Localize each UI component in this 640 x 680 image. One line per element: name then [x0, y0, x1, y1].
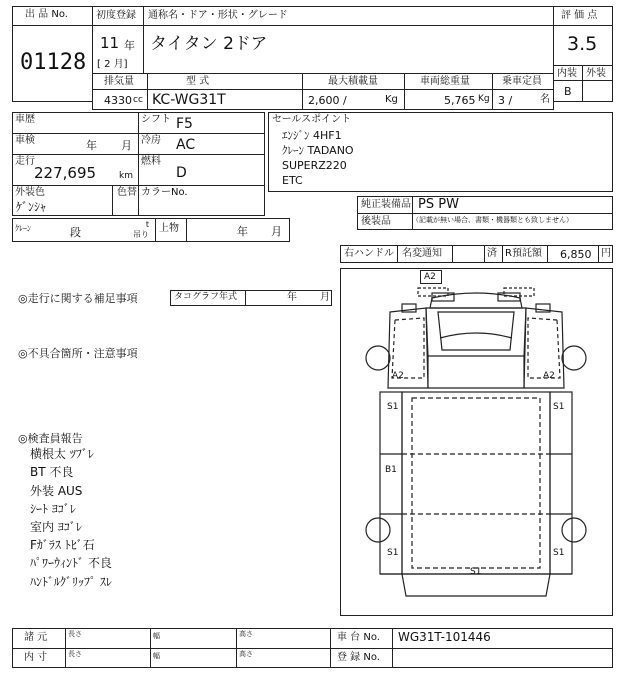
capacity-unit: 名 [540, 94, 550, 105]
mileage-unit: km [119, 171, 133, 181]
crane-stage-unit: 段 [70, 226, 81, 239]
gross-weight-value: 5,765 [444, 94, 476, 107]
capacity-label: 乗車定員 [502, 76, 542, 87]
score: 3.5 [567, 33, 598, 55]
aircon-value: AC [176, 137, 196, 153]
diagram-mark: A2 [424, 272, 436, 282]
tachograph-month-unit: 月 [320, 292, 330, 303]
footer-length-label: 長さ [68, 630, 82, 638]
fuel-value: D [176, 165, 187, 181]
gross-weight-label: 車両総重量 [420, 76, 470, 87]
inspection-month-unit: 月 [121, 139, 132, 152]
first-registration-label: 初度登録 [96, 10, 136, 21]
aircon-label: 冷房 [141, 135, 161, 146]
footer-interior-dim-label: 内 寸 [24, 652, 48, 663]
displacement-label: 排気量 [104, 76, 134, 87]
interior-grade-label: 内装 [557, 68, 577, 79]
model-code: KC-WG31T [152, 92, 226, 108]
lot-number: 01128 [20, 50, 87, 75]
diagram-mark: A2 [543, 371, 555, 381]
max-load-value: 2,600 / [308, 94, 347, 107]
running-remarks-label: ◎走行に関する補足事項 [18, 292, 138, 305]
lift-label: 上物 [159, 223, 179, 234]
max-load-label: 最大積載量 [328, 76, 378, 87]
genuine-equipment-value: PS PW [418, 197, 459, 212]
diagram-mark: S1 [553, 548, 565, 558]
registration-number-label: 登 録 No. [337, 652, 380, 663]
tachograph-label: タコグラフ年式 [174, 292, 238, 302]
model-name-label: 通称名・ドア・形状・グレード [148, 10, 288, 21]
inspector-item: BT 不良 [30, 465, 74, 479]
lot-number-label: 出 品 No. [25, 9, 68, 20]
inspection-year-unit: 年 [86, 139, 97, 152]
inspector-item: 外装 AUS [30, 484, 83, 498]
recycle-short-label: 済 [487, 248, 497, 259]
lift-year-unit: 年 [237, 225, 248, 238]
inspector-report-label: ◎検査員報告 [18, 432, 83, 445]
first-registration-month: [ 2 月] [97, 59, 128, 70]
max-load-unit: Kg [385, 94, 398, 105]
gross-weight-unit: Kg [478, 94, 490, 104]
inspector-item: ﾊﾝﾄﾞﾙｸﾞﾘｯﾌﾟ ｽﾚ [30, 575, 112, 589]
mileage-value: 227,695 [34, 164, 97, 182]
lift-month-unit: 月 [271, 225, 282, 238]
displacement-unit: cc [133, 95, 143, 105]
sales-point-label: セールスポイント [272, 114, 352, 125]
footer-length-label: 長さ [68, 650, 82, 658]
sales-point-item: ｴﾝｼﾞﾝ 4HF1 [282, 129, 342, 142]
aftermarket-note: （記載が無い場合、書類・機器類とも致しません） [412, 216, 573, 224]
truck-outline [340, 268, 613, 616]
diagram-mark: S1 [470, 567, 482, 577]
mileage-label: 走行 [15, 156, 35, 167]
model-code-label: 型 式 [186, 76, 210, 87]
exterior-color-value: ｹﾞﾝｼｬ [16, 200, 47, 214]
inspector-item: Fｶﾞﾗｽ ﾄﾋﾞ石 [30, 538, 95, 552]
aftermarket-label: 後装品 [361, 216, 391, 227]
first-registration-year: 11 [100, 34, 120, 52]
shift-value: F5 [176, 116, 193, 132]
diagram-mark: S1 [387, 402, 399, 412]
crane-row [12, 218, 290, 242]
displacement-value: 4330 [104, 94, 132, 107]
color-change-label: 色替 [117, 187, 137, 198]
tachograph-year-unit: 年 [287, 292, 297, 303]
fuel-label: 燃料 [141, 156, 161, 167]
footer-height-label: 高さ [239, 650, 253, 658]
interior-grade: B [564, 85, 572, 98]
recycle-label: R預託額 [505, 248, 542, 259]
diagram-mark: S1 [553, 402, 565, 412]
sales-point-item: SUPERZ220 [282, 159, 347, 172]
footer-width-label: 幅 [153, 652, 160, 660]
sales-point-item: ｸﾚｰﾝ TADANO [282, 144, 354, 157]
footer-height-label: 高さ [239, 630, 253, 638]
first-registration-year-unit: 年 [124, 39, 135, 52]
inspector-item: 横根太 ﾂﾌﾞﾚ [30, 447, 94, 461]
inspector-item: ｼｰﾄ ﾖｺﾞﾚ [30, 502, 76, 516]
defects-label: ◎不具合箇所・注意事項 [18, 347, 138, 360]
right-handle-label: 右ハンドル [344, 248, 394, 259]
history-label: 車歴 [15, 114, 35, 125]
capacity-value: 3 / [498, 94, 513, 107]
diagram-mark: B1 [385, 465, 397, 475]
diagram-mark: A2 [392, 371, 404, 381]
model-name: タイタン 2ドア [150, 34, 268, 54]
name-change-label: 名変通知 [402, 248, 442, 259]
genuine-equipment-label: 純正装備品 [361, 199, 411, 210]
crane-label: ｸﾚｰﾝ [15, 224, 31, 233]
diagram-mark: S1 [387, 548, 399, 558]
score-label: 評 価 点 [561, 10, 598, 21]
exterior-color-label: 外装色 [15, 187, 45, 198]
chassis-number: WG31T-101446 [398, 630, 491, 644]
color-number-label: カラーNo. [141, 187, 188, 198]
chassis-number-label: 車 台 No. [337, 632, 380, 643]
exterior-grade-label: 外装 [586, 68, 606, 79]
inspector-item: ﾊﾟﾜｰｳｨﾝﾄﾞ 不良 [30, 556, 112, 570]
shift-label: シフト [141, 114, 171, 125]
inspection-label: 車検 [15, 135, 35, 146]
yen-unit: 円 [601, 248, 611, 259]
recycle-amount: 6,850 [560, 248, 592, 261]
footer-width-label: 幅 [153, 632, 160, 640]
footer-specs-label: 諸 元 [24, 632, 48, 643]
sales-point-item: ETC [282, 174, 303, 187]
inspector-item: 室内 ﾖｺﾞﾚ [30, 520, 82, 534]
crane-ton-unit: t 吊り [133, 220, 149, 239]
